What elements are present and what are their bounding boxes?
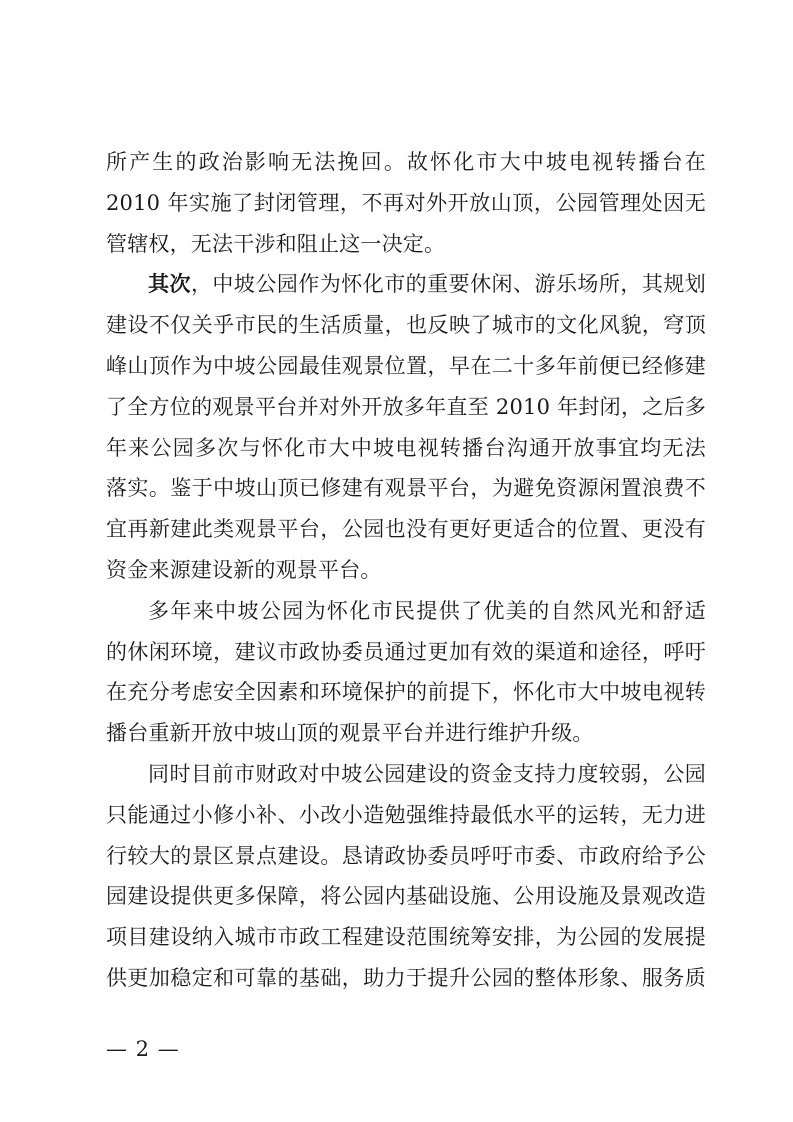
text-line: 供更加稳定和可靠的基础，助力于提升公园的整体形象、服务质 [106, 965, 706, 990]
text-line: 项目建设纳入城市市政工程建设范围统筹安排，为公园的发展提 [106, 925, 706, 950]
text-line: 多年来中坡公园为怀化市民提供了优美的自然风光和舒适 [148, 598, 706, 623]
text-line: 管辖权，无法干涉和阻止这一决定。 [106, 231, 446, 256]
text-line: 园建设提供更多保障，将公园内基础设施、公用设施及景观改造 [106, 884, 706, 909]
paragraph-3 [106, 591, 706, 754]
text-line [106, 264, 706, 305]
text-line: 宜再新建此类观景平台，公园也没有更好更适合的位置、更没有 [106, 517, 706, 542]
paragraph-2 [106, 264, 706, 590]
text-line: 了全方位的观景平台并对外开放多年直至 2010 年封闭，之后多 [106, 394, 706, 419]
text-line: 在充分考虑安全因素和环境保护的前提下，怀化市大中坡电视转 [106, 680, 706, 705]
text-line: 播台重新开放中坡山顶的观景平台并进行维护升级。 [106, 721, 594, 746]
paragraph-1 [106, 142, 706, 264]
text-line: 的休闲环境，建议市政协委员通过更加有效的渠道和途径，呼吁 [106, 639, 706, 664]
text-line: 峰山顶作为中坡公园最佳观景位置，早在二十多年前便已经修建 [106, 353, 706, 378]
text-line: 资金来源建设新的观景平台。 [106, 557, 382, 582]
text-line: 建设不仅关乎市民的生活质量，也反映了城市的文化风貌，穹顶 [106, 313, 706, 338]
text-line: 2010 年实施了封闭管理，不再对外开放山顶，公园管理处因无 [106, 190, 706, 215]
text-line: 落实。鉴于中坡山顶已修建有观景平台，为避免资源闲置浪费不 [106, 476, 706, 501]
paragraph-4 [106, 754, 706, 999]
text-run: ，中坡公园作为怀化市的重要休闲、游乐场所，其规划 [190, 272, 706, 297]
text-line: 只能通过小修小补、小改小造勉强维持最低水平的运转，无力进 [106, 802, 706, 827]
text-line: 所产生的政治影响无法挽回。故怀化市大中坡电视转播台在 [106, 150, 706, 174]
text-line: 同时目前市财政对中坡公园建设的资金支持力度较弱，公园 [148, 761, 706, 786]
paragraph-lead: 其次 [148, 272, 191, 297]
page-number: — 2 — [106, 1037, 180, 1061]
text-line: 年来公园多次与怀化市大中坡电视转播台沟通开放事宜均无法 [106, 435, 706, 460]
text-line: 行较大的景区景点建设。恳请政协委员呼吁市委、市政府给予公 [106, 843, 706, 868]
document-body [106, 142, 706, 999]
